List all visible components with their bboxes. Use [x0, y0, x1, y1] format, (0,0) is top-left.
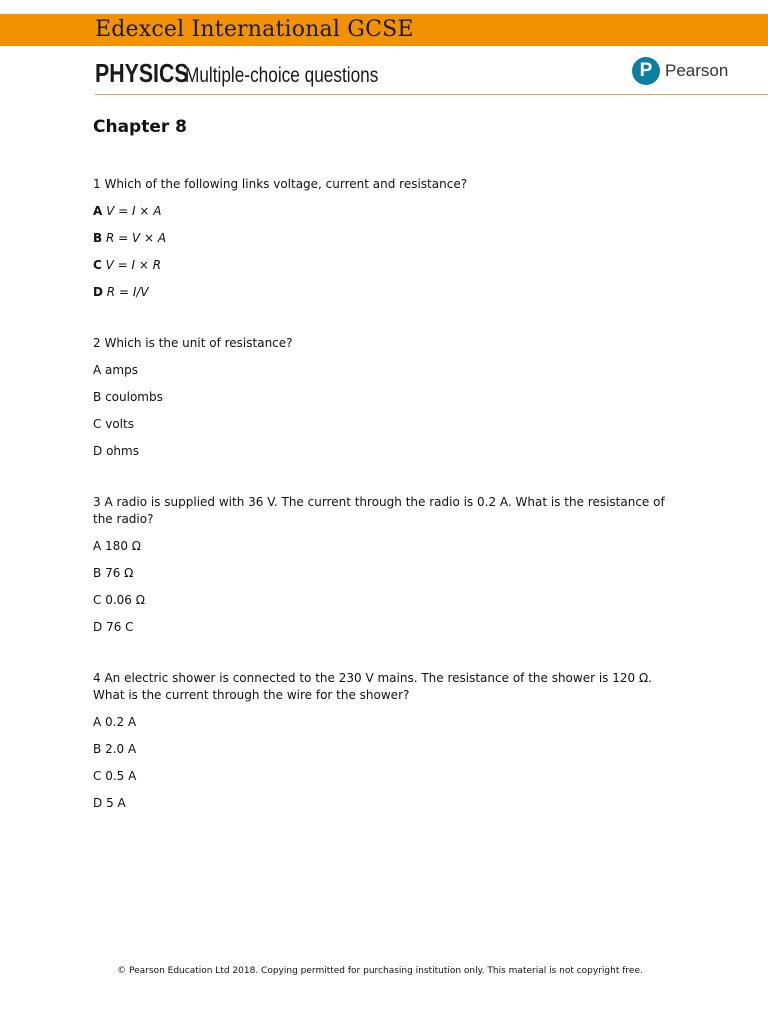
header-banner [0, 14, 768, 46]
option-letter: B [93, 390, 102, 404]
option-text: R = V × A [105, 231, 167, 245]
option-letter: B [93, 231, 103, 245]
option-text: 5 A [106, 796, 126, 810]
option-a [93, 538, 673, 555]
brand-title: Edexcel International GCSE [95, 17, 414, 42]
option-c [93, 257, 673, 274]
option-text: R = I/V [106, 285, 149, 299]
question-3 [93, 494, 673, 636]
pearson-logo [632, 56, 728, 86]
option-text: volts [105, 417, 134, 431]
option-letter: D [93, 285, 103, 299]
option-letter: C [93, 258, 102, 272]
pearson-logo-text: Pearson [665, 61, 729, 80]
chapter-title: Chapter 8 [93, 117, 188, 137]
option-a [93, 714, 673, 731]
option-d [93, 443, 673, 460]
option-c [93, 592, 673, 609]
question-2 [93, 335, 673, 460]
question-text: 4 An electric shower is connected to the 230 V mains. The resistance of the shower is 120 Ω. What is the current through the wire for the shower? [93, 671, 652, 702]
option-b [93, 389, 673, 406]
copyright-footer [0, 966, 768, 976]
option-c [93, 768, 673, 785]
option-text: 76 C [106, 620, 134, 634]
option-text: 0.5 A [105, 769, 137, 783]
option-letter: C [93, 769, 102, 783]
option-text: V = I × R [105, 258, 162, 272]
option-d [93, 284, 673, 301]
option-letter: B [93, 566, 102, 580]
option-d [93, 619, 673, 636]
question-text: 1 Which of the following links voltage, current and resistance? [93, 177, 468, 191]
question-sheet [93, 114, 673, 846]
question-text: 3 A radio is supplied with 36 V. The current through the radio is 0.2 A. What is the resistance of the radio? [93, 495, 665, 526]
option-a [93, 362, 673, 379]
question-1 [93, 176, 673, 301]
subject-title: PHYSICS [95, 58, 189, 88]
option-letter: A [93, 715, 102, 729]
option-text: 180 Ω [105, 539, 141, 553]
option-letter: B [93, 742, 102, 756]
option-letter: C [93, 593, 102, 607]
copyright-text: © Pearson Education Ltd 2018. Copying permitted for purchasing institution only. This material is not copyright free. [117, 966, 643, 976]
option-letter: C [93, 417, 102, 431]
option-c [93, 416, 673, 433]
option-text: 0.06 Ω [105, 593, 145, 607]
option-b [93, 230, 673, 247]
option-letter: D [93, 796, 103, 810]
option-b [93, 741, 673, 758]
option-text: coulombs [105, 390, 163, 404]
option-text: 2.0 A [105, 742, 137, 756]
option-letter: A [93, 363, 102, 377]
option-text: ohms [106, 444, 139, 458]
pearson-logo-icon: P [632, 57, 660, 85]
option-text: 0.2 A [105, 715, 137, 729]
option-letter: D [93, 444, 103, 458]
question-4 [93, 670, 673, 812]
option-letter: D [93, 620, 103, 634]
subject-heading [95, 58, 421, 89]
question-text: 2 Which is the unit of resistance? [93, 336, 293, 350]
option-letter: A [93, 539, 102, 553]
option-a [93, 203, 673, 220]
subject-subtitle: Multiple-choice questions [185, 64, 379, 87]
option-text: 76 Ω [105, 566, 134, 580]
option-b [93, 565, 673, 582]
option-letter: A [93, 204, 103, 218]
header-divider [95, 94, 768, 95]
option-text: amps [105, 363, 138, 377]
option-d [93, 795, 673, 812]
option-text: V = I × A [106, 204, 162, 218]
